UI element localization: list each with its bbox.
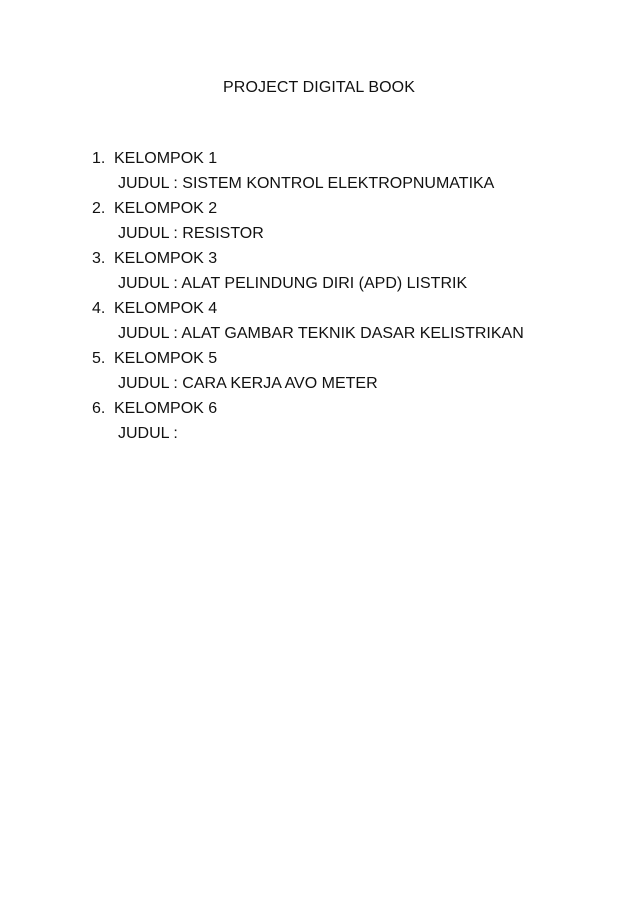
list-item-1 (92, 146, 612, 196)
group-name: KELOMPOK 4 (114, 300, 218, 317)
group-line (92, 146, 612, 171)
group-line (92, 346, 612, 371)
group-list (92, 146, 612, 446)
group-line (92, 396, 612, 421)
item-number: 1. (92, 150, 106, 167)
list-item-6 (92, 396, 612, 446)
list-item-5 (92, 346, 612, 396)
judul-line: JUDUL : (118, 425, 178, 442)
item-number: 2. (92, 200, 106, 217)
group-name: KELOMPOK 5 (114, 350, 218, 367)
judul-line: JUDUL : CARA KERJA AVO METER (118, 375, 378, 392)
judul-line: JUDUL : ALAT PELINDUNG DIRI (APD) LISTRIK (118, 275, 468, 292)
group-line (92, 196, 612, 221)
judul-line: JUDUL : ALAT GAMBAR TEKNIK DASAR KELISTRIKAN (118, 325, 524, 342)
document-title: PROJECT DIGITAL BOOK (223, 79, 415, 96)
group-line (92, 296, 612, 321)
judul-line: JUDUL : SISTEM KONTROL ELEKTROPNUMATIKA (118, 175, 495, 192)
item-number: 5. (92, 350, 106, 367)
group-name: KELOMPOK 3 (114, 250, 218, 267)
group-line (92, 246, 612, 271)
list-item-4 (92, 296, 612, 346)
group-name: KELOMPOK 2 (114, 200, 218, 217)
item-number: 4. (92, 300, 106, 317)
list-item-2 (92, 196, 612, 246)
list-item-3 (92, 246, 612, 296)
group-name: KELOMPOK 1 (114, 150, 218, 167)
judul-line: JUDUL : RESISTOR (118, 225, 264, 242)
item-number: 6. (92, 400, 106, 417)
item-number: 3. (92, 250, 106, 267)
group-name: KELOMPOK 6 (114, 400, 218, 417)
